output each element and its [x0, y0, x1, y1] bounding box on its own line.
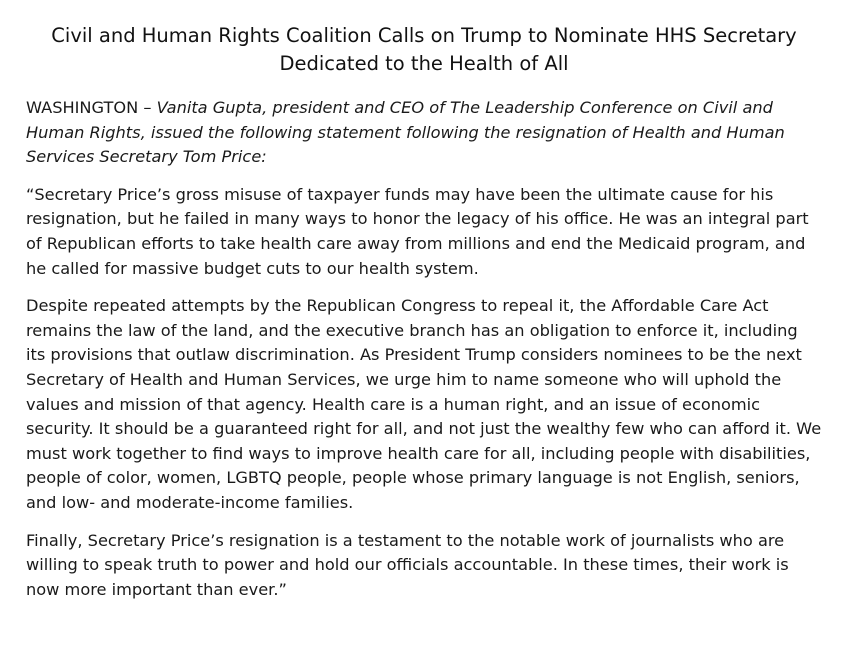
lead-paragraph [26, 96, 822, 170]
statement-paragraph: Despite repeated attempts by the Republican Congress to repeal it, the Affordable Care Act remains the law of the land, and the executive branch has an obligation to enforce it, including its provisions that outlaw discrimination. As President Trump considers nominees to be the next Secretary of Health and Human Services, we urge him to name someone who will uphold the values and mission of that agency. Health care is a human right, and an issue of economic security. It should be a guaranteed right for all, and not just the wealthy few who can afford it. We must work together to find ways to improve health care for all, including people with disabilities, people of color, women, LGBTQ people, people whose primary language is not English, seniors, and low- and moderate-income families. [26, 296, 822, 512]
statement-paragraph: “Secretary Price’s gross misuse of taxpayer funds may have been the ultimate cause for his resignation, but he failed in many ways to honor the legacy of his office. He was an integral part of Republican efforts to take health care away from millions and end the Medicaid program, and he called for massive budget cuts to our health system. [26, 184, 809, 278]
headline: Civil and Human Rights Coalition Calls on Trump to Nominate HHS Secretary Dedicated to the Health of All [51, 24, 797, 75]
lead-statement-intro: Vanita Gupta, president and CEO of The Leadership Conference on Civil and Human Rights, issued the following statement following the resignation of Health and Human Services Secretary Tom Price: [26, 98, 785, 167]
dateline: WASHINGTON – [26, 98, 157, 117]
statement-paragraph: Finally, Secretary Price’s resignation is a testament to the notable work of journalists who are willing to speak truth to power and hold our officials accountable. In these times, their work is now more important than ever.” [26, 530, 789, 599]
